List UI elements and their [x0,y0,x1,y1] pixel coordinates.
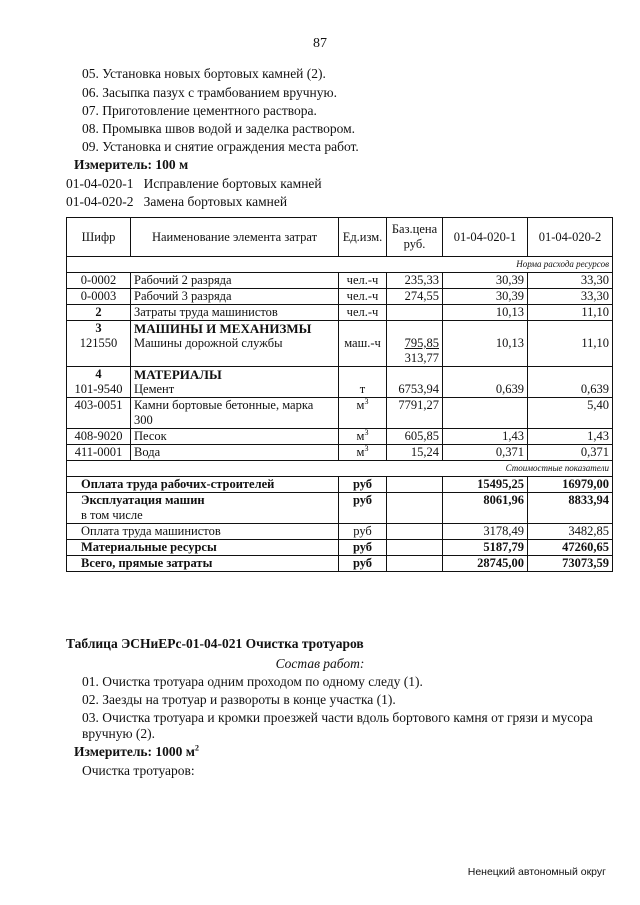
cell-value2: 0,639 [528,382,613,398]
cost-unit: руб [339,540,387,556]
work-step: 06. Засыпка пазух с трамбованием вручную. [82,85,337,100]
header-unit: Ед.изм. [339,218,387,257]
cost-value1: 3178,49 [443,524,528,540]
resource-table [66,217,613,572]
cost-value1: 5187,79 [443,540,528,556]
code-name: Исправление бортовых камней [143,176,322,191]
cost-value2: 16979,00 [528,477,613,493]
cost-unit: руб [339,556,387,572]
cost-value2: 3482,85 [528,524,613,540]
footer-region: Ненецкий автономный округ [467,866,606,878]
code-line [66,176,322,192]
header-code: Шифр [67,218,131,257]
work-step: 01. Очистка тротуара одним проходом по одному следу (1). [82,674,423,689]
cell-unit: т [339,382,387,398]
cost-row [67,493,613,524]
work-step: 07. Приготовление цементного раствора. [82,103,317,118]
cell-value2: 11,10 [528,336,613,367]
table-row [67,398,613,429]
cost-value2: 8833,94 [528,493,613,524]
header-name: Наименование элемента затрат [131,218,339,257]
work-step: вручную (2). [82,726,156,741]
cell-price: 15,24 [387,445,443,461]
table-row [67,429,613,445]
cost-row [67,556,613,572]
work-step: 08. Промывка швов водой и заделка раствором. [82,121,356,136]
header-col2: 01-04-020-2 [528,218,613,257]
table-row [67,445,613,461]
cost-name: Оплата труда машинистов [67,524,339,540]
cell-name: Цемент [131,382,339,398]
cell-name: Вода [131,445,339,461]
cell-code: 403-0051 [67,398,131,429]
cost-name: Эксплуатация машин в том числе [67,493,339,524]
cell-code: 411-0001 [67,445,131,461]
work-step: 02. Заезды на тротуар и развороты в конце участка (1). [82,692,396,707]
header-price: Баз.цена руб. [387,218,443,257]
price-main: 795,85 [404,336,439,350]
work-step: 03. Очистка тротуара и кромки проезжей части вдоль бортового камня от грязи и мусора [82,710,593,725]
cell-unit: $м^3$ [339,429,387,445]
cell-code: 408-9020 [67,429,131,445]
subheader-costs [67,461,613,477]
cell-code: 121550 [67,336,131,367]
section-row [67,321,613,337]
works-title: Состав работ: [275,656,365,671]
cell-code: 0-0003 [67,289,131,305]
cell-value1 [443,398,528,429]
cost-label: Стоимостные показатели [67,461,613,477]
cell-code: 101-9540 [67,382,131,398]
cell-unit: чел.-ч [339,289,387,305]
cell-value1: 30,39 [443,273,528,289]
table-row [67,289,613,305]
code: 01-04-020-1 [66,176,134,191]
cell-unit: маш.-ч [339,336,387,367]
cost-note: в том числе [81,508,143,522]
table-row [67,382,613,398]
header-col1: 01-04-020-1 [443,218,528,257]
subheader-norms [67,257,613,273]
cell-price: 274,55 [387,289,443,305]
cost-row [67,477,613,493]
cell-name: Затраты труда машинистов [131,305,339,321]
cell-value1: 30,39 [443,289,528,305]
cell-value1: 1,43 [443,429,528,445]
cell-price: 6753,94 [387,382,443,398]
code-line [66,194,287,210]
cell-value1: 0,639 [443,382,528,398]
resource-norm-label: Норма расхода ресурсов [67,257,613,273]
cell-code: 0-0002 [67,273,131,289]
cell-price [387,336,443,367]
cost-unit: руб [339,477,387,493]
cell-value1: 10,13 [443,305,528,321]
table-row [67,336,613,367]
cell-name: Песок [131,429,339,445]
table-title: Таблица ЭСНиЕРс-01-04-021 Очистка тротуаров [66,636,364,651]
cell-price: 235,33 [387,273,443,289]
measure-unit: Измеритель: 1000 $м^2$ [74,743,199,759]
cost-value1: 28745,00 [443,556,528,572]
cell-unit: чел.-ч [339,305,387,321]
cost-row [67,540,613,556]
cost-row [67,524,613,540]
cell-value2: 0,371 [528,445,613,461]
cost-value1: 15495,25 [443,477,528,493]
cell-name: Камни бортовые бетонные, марка 300 [131,398,339,429]
work-step: 05. Установка новых бортовых камней (2). [82,66,326,81]
work-step: 09. Установка и снятие ограждения места работ. [82,139,359,154]
cell-value2: 5,40 [528,398,613,429]
cell-value2: 1,43 [528,429,613,445]
measure-unit: Измеритель: 100 м [74,157,189,172]
cost-unit: руб [339,524,387,540]
cell-price: 605,85 [387,429,443,445]
price-secondary: 313,77 [404,351,439,365]
cleaning-label: Очистка тротуаров: [82,763,195,778]
code: 01-04-020-2 [66,194,134,209]
cell-price: 7791,27 [387,398,443,429]
section-title: МАТЕРИАЛЫ [131,367,339,383]
page-number: 87 [313,36,327,51]
cell-unit: $м^3$ [339,398,387,429]
cost-name: Всего, прямые затраты [67,556,339,572]
cell-name: Рабочий 2 разряда [131,273,339,289]
table-row [67,273,613,289]
cost-value2: 47260,65 [528,540,613,556]
table-row [67,305,613,321]
cell-price [387,305,443,321]
section-row [67,367,613,383]
cell-unit: $м^3$ [339,445,387,461]
cell-value2: 11,10 [528,305,613,321]
cost-value1: 8061,96 [443,493,528,524]
cell-code: 2 [67,305,131,321]
cost-name: Оплата труда рабочих-строителей [67,477,339,493]
cell-value1: 0,371 [443,445,528,461]
table-header [67,218,613,257]
cell-value2: 33,30 [528,273,613,289]
cell-value2: 33,30 [528,289,613,305]
cost-unit: руб [339,493,387,524]
cost-value2: 73073,59 [528,556,613,572]
section-code: 3 [67,321,131,337]
cell-name: Машины дорожной службы [131,336,339,367]
section-code: 4 [67,367,131,383]
code-name: Замена бортовых камней [143,194,288,209]
section-title: МАШИНЫ И МЕХАНИЗМЫ [131,321,339,337]
cost-name: Материальные ресурсы [67,540,339,556]
cell-unit: чел.-ч [339,273,387,289]
cell-name: Рабочий 3 разряда [131,289,339,305]
cell-value1: 10,13 [443,336,528,367]
